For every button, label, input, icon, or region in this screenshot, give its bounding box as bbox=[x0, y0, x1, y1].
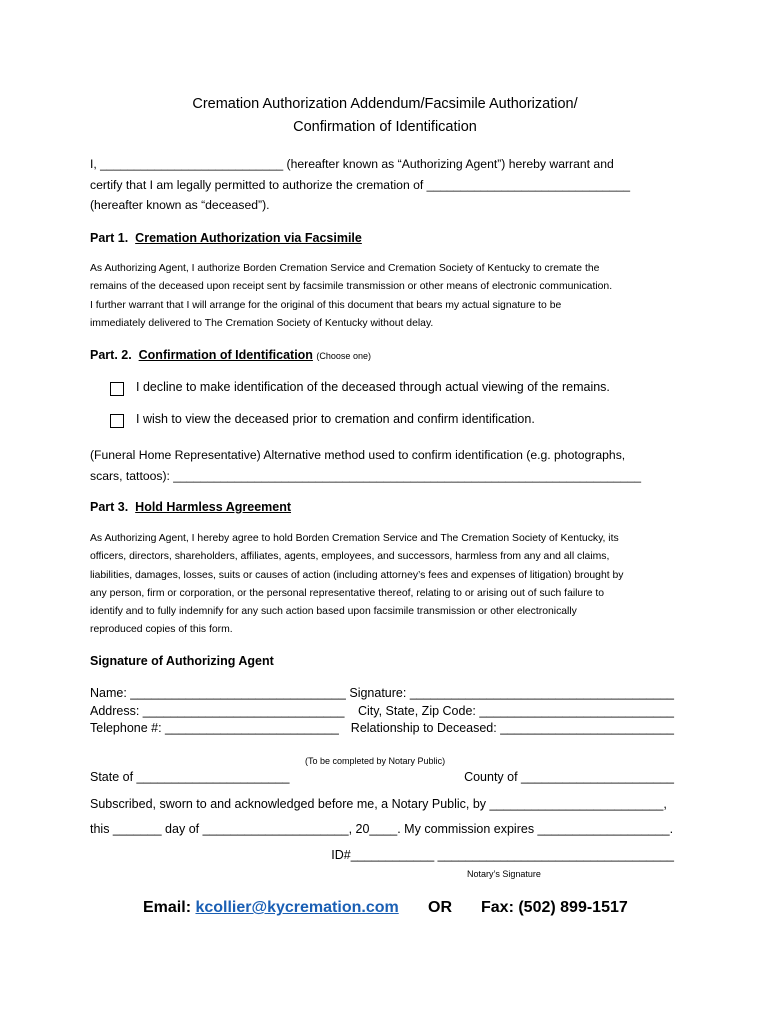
part3-line: officers, directors, shareholders, affiliates, agents, employees, and successors, harmless from any and all claims, bbox=[90, 551, 610, 563]
or-separator: OR bbox=[428, 899, 452, 916]
county-field[interactable]: County of ______________________ bbox=[464, 770, 674, 784]
name-field[interactable]: Name: _______________________________ bbox=[90, 686, 346, 700]
view-deceased-label: I wish to view the deceased prior to cremation and confirm identification. bbox=[136, 412, 535, 426]
city-state-zip-field[interactable]: City, State, Zip Code: ____________________________ bbox=[358, 704, 674, 718]
part1-line: As Authorizing Agent, I authorize Borden Cremation Service and Cremation Society of Kentucky to cremate the bbox=[90, 263, 600, 274]
email-contact bbox=[143, 899, 399, 917]
decline-identification-checkbox[interactable] bbox=[110, 382, 124, 396]
part3-line: liabilities, damages, losses, suits or causes of action (including attorney’s fees and expenses of litigation) brought by bbox=[90, 569, 624, 581]
part3-line: As Authorizing Agent, I hereby agree to hold Borden Cremation Service and The Cremation Society of Kentucky, its bbox=[90, 533, 619, 544]
intro-line: certify that I am legally permitted to authorize the cremation of ______________________________ bbox=[90, 177, 631, 192]
telephone-field[interactable]: Telephone #: _________________________ bbox=[90, 721, 339, 735]
decline-identification-label: I decline to make identification of the deceased through actual viewing of the remains. bbox=[136, 380, 610, 394]
commission-line[interactable]: this _______ day of _____________________, 20____. My commission expires ___________________. bbox=[90, 822, 674, 836]
part3-line: any person, firm or corporation, or the personal representative thereof, relating to or arising out of such failure to bbox=[90, 587, 605, 599]
part1-heading-title: Cremation Authorization via Facsimile bbox=[135, 231, 362, 245]
notary-note: (To be completed by Notary Public) bbox=[305, 756, 446, 766]
part1-line: immediately delivered to The Cremation Society of Kentucky without delay. bbox=[90, 317, 434, 329]
part3-body bbox=[90, 530, 624, 640]
subscribed-line[interactable]: Subscribed, sworn to and acknowledged before me, a Notary Public, by _________________________, bbox=[90, 797, 667, 811]
view-deceased-checkbox[interactable] bbox=[110, 414, 124, 428]
state-field[interactable]: State of ______________________ bbox=[90, 770, 290, 784]
part2-heading-prefix: Part. 2. bbox=[90, 348, 132, 362]
fax-contact: Fax: (502) 899-1517 bbox=[481, 899, 628, 916]
part1-body bbox=[90, 260, 612, 333]
part3-line: reproduced copies of this form. bbox=[90, 624, 233, 636]
alternative-method-paragraph bbox=[90, 445, 641, 486]
address-field[interactable]: Address: _____________________________ bbox=[90, 704, 345, 718]
email-label: Email: bbox=[143, 899, 192, 916]
part2-heading-note: (Choose one) bbox=[316, 351, 371, 361]
part3-heading-title: Hold Harmless Agreement bbox=[135, 500, 292, 514]
intro-line: (hereafter known as “deceased”). bbox=[90, 198, 270, 212]
intro-paragraph bbox=[90, 154, 630, 216]
part3-heading-prefix: Part 3. bbox=[90, 500, 129, 514]
alt-line: (Funeral Home Representative) Alternative method used to confirm identification (e.g. photographs, bbox=[90, 448, 626, 462]
part1-heading bbox=[90, 231, 362, 245]
signature-heading: Signature of Authorizing Agent bbox=[90, 654, 274, 668]
email-link[interactable]: kcollier@kycremation.com bbox=[195, 899, 399, 916]
intro-line: I, ___________________________ (hereafter known as “Authorizing Agent”) hereby warrant and bbox=[90, 157, 614, 171]
notary-id-line[interactable]: ID#____________ __________________________________ bbox=[331, 848, 674, 862]
signature-field[interactable]: Signature: ______________________________________ bbox=[349, 686, 674, 700]
alt-line[interactable]: scars, tattoos): _____________________________________________________________________ bbox=[90, 468, 641, 483]
part2-heading-title: Confirmation of Identification bbox=[138, 348, 313, 362]
form-title-line2: Confirmation of Identification bbox=[293, 119, 477, 135]
part1-line: I further warrant that I will arrange for the original of this document that bears my actual signature to be bbox=[90, 299, 562, 311]
part2-heading bbox=[90, 348, 371, 362]
part1-heading-prefix: Part 1. bbox=[90, 231, 129, 245]
part1-line: remains of the deceased upon receipt sent by facsimile transmission or other means of electronic communication. bbox=[90, 281, 613, 293]
relationship-field[interactable]: Relationship to Deceased: _________________________ bbox=[350, 721, 674, 735]
form-title-line1: Cremation Authorization Addendum/Facsimile Authorization/ bbox=[192, 96, 578, 112]
notary-signature-label: Notary’s Signature bbox=[467, 869, 541, 879]
part3-line: identify and to fully indemnify for any such action based upon facsimile transmission or other electronically bbox=[90, 606, 577, 618]
part3-heading bbox=[90, 500, 291, 514]
